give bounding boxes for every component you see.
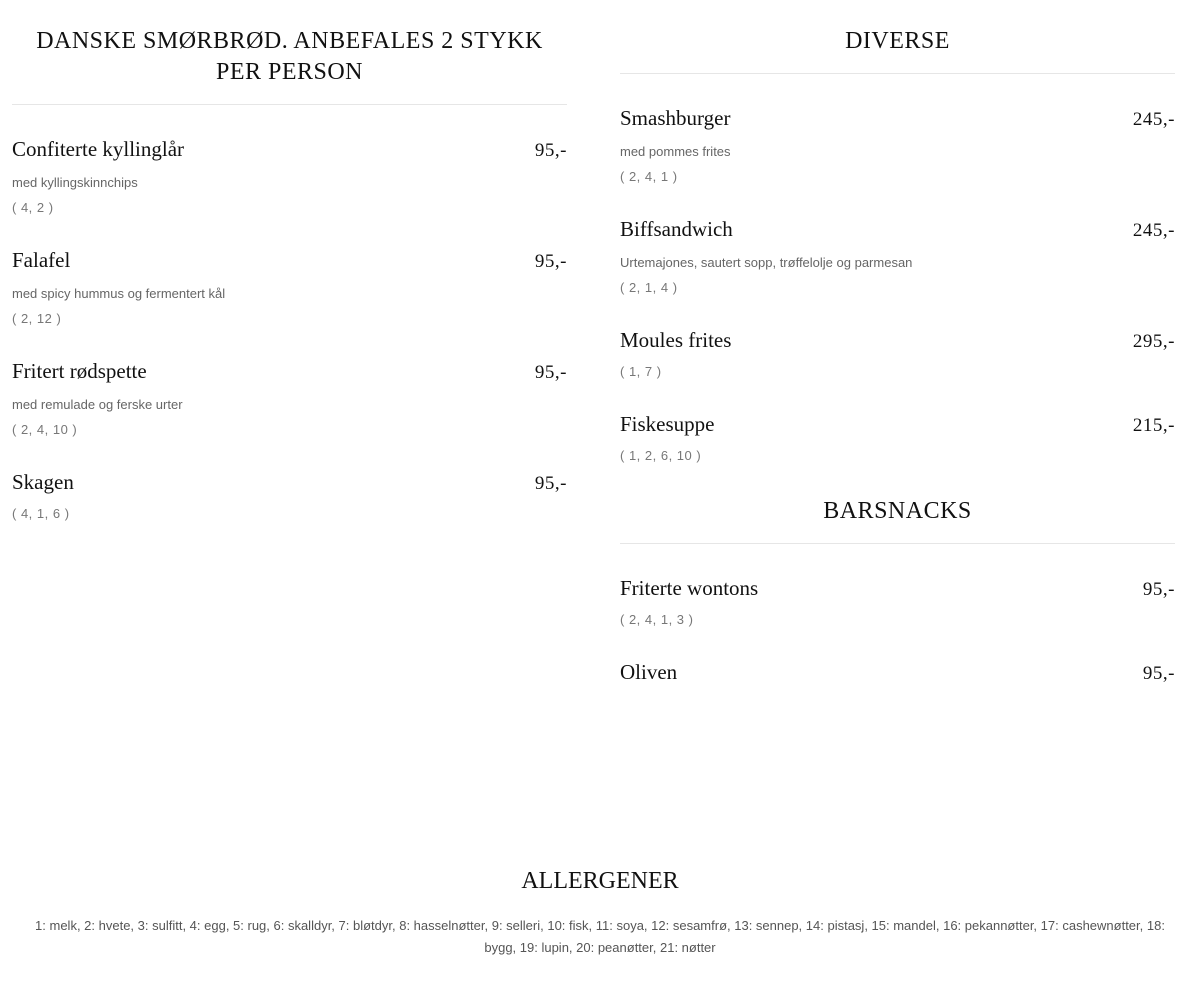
menu-item-price: 95,-	[534, 362, 567, 383]
menu-list-diverse	[620, 74, 1175, 464]
menu-item-name: Biffsandwich	[620, 217, 733, 241]
allergen-legend	[0, 866, 1200, 959]
left-menu-column	[12, 26, 567, 552]
menu-item-allergens: ( 2, 4, 10 )	[12, 422, 78, 437]
menu-item-name: Skagen	[12, 470, 74, 494]
menu-item-header	[12, 135, 567, 165]
menu-item-header	[620, 215, 1175, 245]
menu-item-name: Fritert rødspette	[12, 359, 147, 383]
menu-item	[12, 357, 567, 438]
menu-item-allergens: ( 4, 2 )	[12, 200, 54, 215]
barsnacks-block	[620, 494, 1175, 688]
menu-item-header	[620, 410, 1175, 440]
menu-item-price: 95,-	[1142, 663, 1175, 684]
menu-item-allergens: ( 1, 7 )	[620, 364, 662, 379]
menu-item	[12, 135, 567, 216]
menu-item-price: 95,-	[1142, 579, 1175, 600]
menu-item-name: Confiterte kyllinglår	[12, 137, 185, 161]
allergen-title: ALLERGENER	[521, 868, 679, 894]
section-title-smorbrod: DANSKE SMØRBRØD. ANBEFALES 2 STYKK PER PERSON	[36, 28, 543, 85]
section-title-diverse: DIVERSE	[845, 28, 950, 54]
menu-item	[620, 104, 1175, 185]
menu-item-name: Smashburger	[620, 106, 731, 130]
menu-item-price: 215,-	[1132, 415, 1175, 436]
menu-item	[620, 574, 1175, 628]
menu-item-name: Falafel	[12, 248, 71, 272]
allergen-list: 1: melk, 2: hvete, 3: sulfitt, 4: egg, 5: rug, 6: skalldyr, 7: bløtdyr, 8: hasselnøtter, 9: selleri, 10: fisk, 11: soya, 12: sesamfrø, 13: sennep, 14: pistasj, 15: mandel, 16: pekannøtter, 17: cashewnøtter, 18: bygg, 19: lupin, 20: peanøtter, 21: nøtter	[35, 918, 1165, 955]
menu-item-price: 95,-	[534, 251, 567, 272]
right-menu-column	[620, 26, 1175, 718]
menu-item-description: Urtemajones, sautert sopp, trøffelolje og parmesan	[620, 255, 913, 270]
menu-item-description: med kyllingskinnchips	[12, 175, 138, 190]
menu-item-allergens: ( 2, 12 )	[12, 311, 62, 326]
menu-item-header	[620, 574, 1175, 604]
menu-item	[620, 215, 1175, 296]
menu-item-name: Moules frites	[620, 328, 732, 352]
menu-item-price: 245,-	[1132, 109, 1175, 130]
menu-item	[12, 246, 567, 327]
menu-item	[12, 468, 567, 522]
menu-item-price: 95,-	[534, 473, 567, 494]
menu-item-description: med pommes frites	[620, 144, 731, 159]
menu-item-header	[12, 357, 567, 387]
menu-item-description: med remulade og ferske urter	[12, 397, 183, 412]
menu-item-name: Oliven	[620, 660, 678, 684]
menu-item-price: 245,-	[1132, 220, 1175, 241]
menu-item-header	[620, 104, 1175, 134]
menu-item-name: Fiskesuppe	[620, 412, 715, 436]
menu-item-description: med spicy hummus og fermentert kål	[12, 286, 226, 301]
menu-item	[620, 326, 1175, 380]
menu-item-allergens: ( 4, 1, 6 )	[12, 506, 70, 521]
menu-item-allergens: ( 2, 1, 4 )	[620, 280, 678, 295]
menu-item-header	[12, 468, 567, 498]
menu-item	[620, 658, 1175, 688]
menu-item-price: 95,-	[534, 140, 567, 161]
section-title-barsnacks: BARSNACKS	[823, 498, 972, 524]
menu-item-allergens: ( 2, 4, 1, 3 )	[620, 612, 694, 627]
menu-item	[620, 410, 1175, 464]
menu-item-header	[12, 246, 567, 276]
menu-item-name: Friterte wontons	[620, 576, 759, 600]
menu-item-header	[620, 658, 1175, 688]
menu-item-allergens: ( 2, 4, 1 )	[620, 169, 678, 184]
menu-list-smorbrod	[12, 105, 567, 522]
menu-item-allergens: ( 1, 2, 6, 10 )	[620, 448, 702, 463]
menu-item-header	[620, 326, 1175, 356]
menu-list-barsnacks	[620, 544, 1175, 688]
menu-item-price: 295,-	[1132, 331, 1175, 352]
